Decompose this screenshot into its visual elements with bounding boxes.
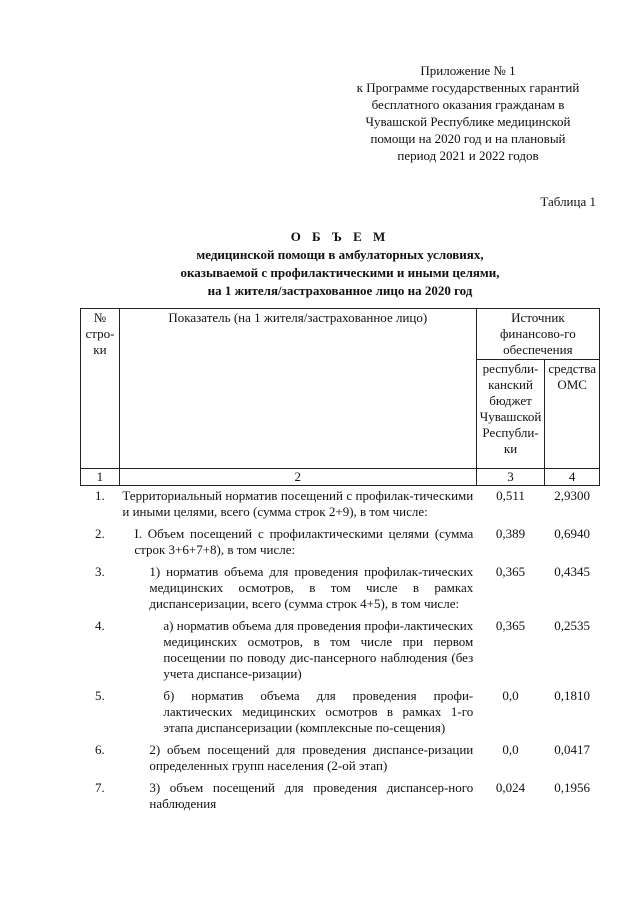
heading-line: медицинской помощи в амбулаторных условиях, <box>196 247 484 262</box>
document-heading <box>80 228 600 300</box>
heading-title: О Б Ъ Е М <box>290 229 390 244</box>
row-budget-value: 0,511 <box>496 488 525 503</box>
row-budget-value: 0,389 <box>495 526 526 541</box>
column-number: 1 <box>81 469 120 486</box>
row-budget-value: 0,024 <box>495 780 526 795</box>
row-oms-value: 0,4345 <box>554 564 591 579</box>
row-description: 3) объем посещений для проведения диспансер-ного наблюдения <box>149 780 474 811</box>
table-row <box>81 740 600 778</box>
row-number: 7. <box>95 780 105 795</box>
row-budget-value: 0,365 <box>495 618 526 633</box>
header-indicator: Показатель (на 1 жителя/застрахованное лицо) <box>119 309 476 469</box>
appendix-line: к Программе государственных гарантий <box>356 80 580 95</box>
table-row <box>81 562 600 616</box>
row-description: б) норматив объема для проведения профи-лактических медицинских осмотров в рамках 1-го этапа диспансеризации (комплексные по-сещения) <box>163 688 474 735</box>
table-row <box>81 686 600 740</box>
row-description: I. Объем посещений с профилактическими целями (сумма строк 3+6+7+8), в том числе: <box>134 526 474 557</box>
row-number: 1. <box>95 488 105 503</box>
row-budget-value: 0,0 <box>502 688 519 703</box>
row-oms-value: 0,0417 <box>554 742 591 757</box>
header-budget: республи-канский бюджет Чувашской Республи-ки <box>476 360 545 469</box>
header-number: № стро-ки <box>81 309 120 469</box>
header-oms: средства ОМС <box>545 360 600 469</box>
appendix-line: период 2021 и 2022 годов <box>397 148 539 163</box>
table-row <box>81 524 600 562</box>
row-number: 3. <box>95 564 105 579</box>
row-oms-value: 2,9300 <box>554 488 591 503</box>
appendix-line: Приложение № 1 <box>420 63 516 78</box>
row-budget-value: 0,0 <box>502 742 519 757</box>
table-row <box>81 486 600 525</box>
appendix-line: бесплатного оказания гражданам в <box>371 97 565 112</box>
row-description: Территориальный норматив посещений с профилак-тическими и иными целями, всего (сумма строк 2+9), в том числе: <box>122 488 474 519</box>
column-number: 3 <box>476 469 545 486</box>
column-number: 2 <box>119 469 476 486</box>
row-description: а) норматив объема для проведения профи-лактических медицинских осмотров, в том числе при первом посещении по поводу дис-пансерного наблюдения (без учета диспансе-ризации) <box>163 618 474 681</box>
table-row <box>81 778 600 816</box>
row-oms-value: 0,1810 <box>554 688 591 703</box>
header-source: Источник финансово-го обеспечения <box>476 309 599 360</box>
row-number: 2. <box>95 526 105 541</box>
heading-line: оказываемой с профилактическими и иными целями, <box>180 265 500 280</box>
row-oms-value: 0,6940 <box>554 526 591 541</box>
row-description: 1) норматив объема для проведения профилак-тических медицинских осмотров, в том числе в рамках диспансеризации, всего (сумма строк 4+5), в том числе: <box>149 564 474 611</box>
appendix-line: помощи на 2020 год и на плановый <box>370 131 566 146</box>
row-number: 6. <box>95 742 105 757</box>
row-oms-value: 0,1956 <box>554 780 591 795</box>
row-oms-value: 0,2535 <box>554 618 591 633</box>
row-description: 2) объем посещений для проведения диспансе-ризации определенных групп населения (2-ой этап) <box>149 742 474 773</box>
appendix-line: Чувашской Республике медицинской <box>365 114 571 129</box>
row-number: 5. <box>95 688 105 703</box>
appendix-block <box>340 62 596 164</box>
column-number: 4 <box>545 469 600 486</box>
row-budget-value: 0,365 <box>495 564 526 579</box>
heading-line: на 1 жителя/застрахованное лицо на 2020 год <box>207 283 473 298</box>
table-row <box>81 616 600 686</box>
volume-table <box>80 308 600 816</box>
row-number: 4. <box>95 618 105 633</box>
table-label: Таблица 1 <box>540 194 596 209</box>
